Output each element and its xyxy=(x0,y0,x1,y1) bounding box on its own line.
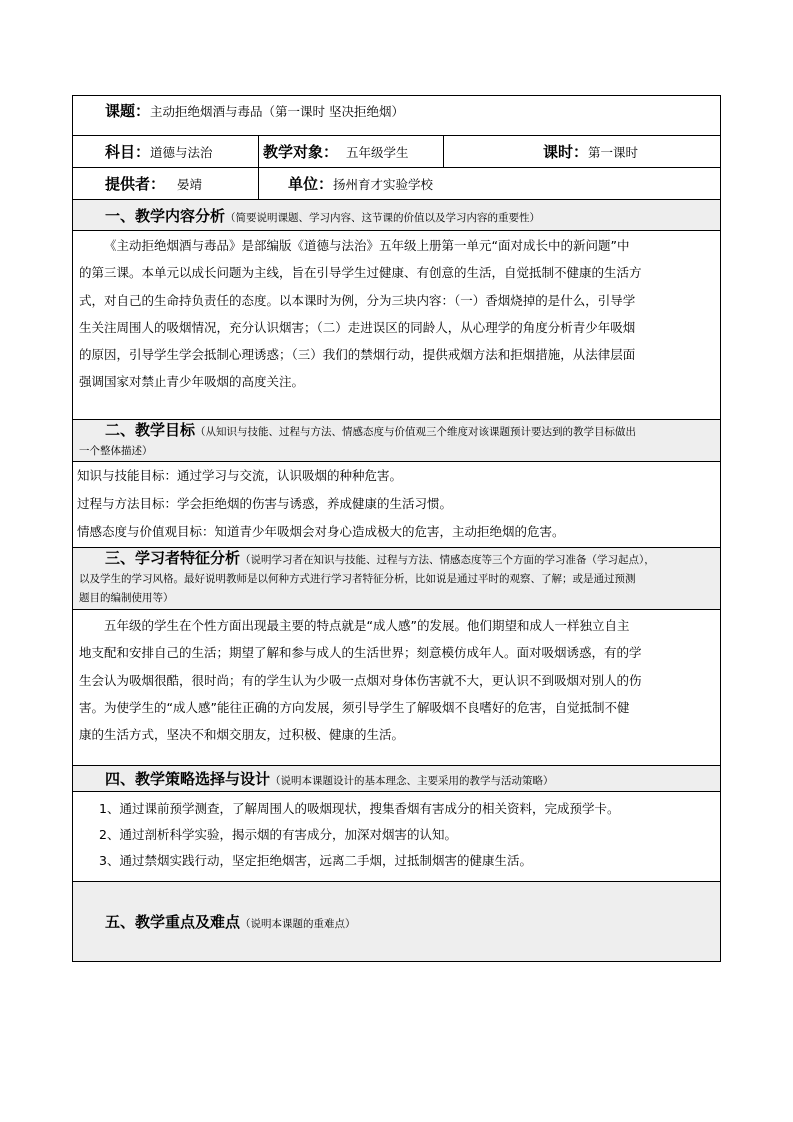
goal-attitude: 情感态度与价值观目标：知道青少年吸烟会对身心造成极大的危害，主动拒绝烟的危害。 xyxy=(77,524,565,539)
section1-line: 生关注周围人的吸烟情况，充分认识烟害；（二）走进误区的同龄人，从心理学的角度分析青少年吸烟 xyxy=(79,319,636,335)
section3-line: 康的生活方式，坚决不和烟交朋友，过积极、健康的生活。 xyxy=(79,727,405,743)
subject-value: 道德与法治 xyxy=(150,145,213,160)
section2-body-row xyxy=(73,462,721,548)
section4-header xyxy=(73,766,721,792)
target-value: 五年级学生 xyxy=(346,145,409,160)
unit-label: 单位： xyxy=(288,175,334,193)
section1-title: 一、教学内容分析 xyxy=(105,206,226,225)
strategy-item: 1、通过课前预学测查，了解周围人的吸烟现状，搜集香烟有害成分的相关资料，完成预学卡。 xyxy=(99,801,620,816)
target-cell xyxy=(259,136,444,168)
section3-note-line3: 题目的编制使用等） xyxy=(79,592,174,604)
section1-line: 的原因，引导学生学会抵制心理诱惑；（三）我们的禁烟行动，提供戒烟方法和拒烟措施，从法律层面 xyxy=(79,347,636,363)
unit-cell xyxy=(259,168,721,200)
period-label: 课时： xyxy=(543,143,589,161)
section3-line: 五年级的学生在个性方面出现最主要的特点就是“成人感”的发展。他们期望和成人一样独立自主 xyxy=(104,618,630,633)
section2-note-line1: （从知识与技能、过程与方法、情感态度与价值观三个维度对该课题预计要达到的教学目标做出 xyxy=(195,426,637,438)
section1-header xyxy=(73,200,721,231)
section1-body xyxy=(73,231,721,420)
section4-body xyxy=(73,792,721,882)
goal-process: 过程与方法目标：学会拒绝烟的伤害与诱惑，养成健康的生活习惯。 xyxy=(77,496,453,511)
subject-row xyxy=(73,136,721,168)
section1-line: 式，对自己的生命持负责任的态度。以本课时为例，分为三块内容：（一）香烟烧掉的是什么，引导学 xyxy=(79,292,636,308)
provider-cell xyxy=(73,168,259,200)
subject-cell xyxy=(73,136,259,168)
provider-value: 晏靖 xyxy=(177,177,203,192)
section3-body xyxy=(73,610,721,766)
section1-note: （简要说明课题、学习内容、这节课的价值以及学习内容的重要性） xyxy=(225,211,541,224)
section2-header-row xyxy=(73,420,721,462)
lesson-plan-page xyxy=(72,95,720,962)
section3-note-line1: （说明学习者在知识与技能、过程与方法、情感态度等三个方面的学习准备（学习起点）， xyxy=(240,554,655,566)
section1-line: 的第三课。本单元以成长问题为主线，旨在引导学生过健康、有创意的生活，自觉抵制不健康的生活方 xyxy=(79,265,642,281)
section1-body-row xyxy=(73,231,721,420)
section3-line: 地支配和安排自己的生活；期望了解和参与成人的生活世界；刻意模仿成年人。面对吸烟诱惑，有的学 xyxy=(79,645,642,661)
section3-title: 三、学习者特征分析 xyxy=(105,549,241,567)
section1-line: 《主动拒绝烟酒与毒品》是部编版《道德与法治》五年级上册第一单元“面对成长中的新问题”中 xyxy=(104,238,630,253)
section1-header-row xyxy=(73,200,721,231)
section3-header xyxy=(73,548,721,610)
section5-header xyxy=(73,882,721,962)
period-value: 第一课时 xyxy=(588,145,639,160)
section3-note-line2: 以及学生的学习风格。最好说明教师是以何种方式进行学习者特征分析，比如说是通过平时的观察、了解；或是通过预测 xyxy=(79,573,636,585)
course-cell xyxy=(73,96,721,136)
provider-row xyxy=(73,168,721,200)
section3-line: 害。为使学生的“成人感”能往正确的方向发展，须引导学生了解吸烟不良嗜好的危害，自觉抵制不健 xyxy=(79,699,630,715)
section4-note: （说明本课题设计的基本理念、主要采用的教学与活动策略） xyxy=(270,775,554,787)
section4-header-row xyxy=(73,766,721,792)
target-label: 教学对象： xyxy=(263,143,339,161)
section3-line: 生会认为吸烟很酷，很时尚；有的学生认为少吸一点烟对身体伤害就不大，更认识不到吸烟对别人的伤 xyxy=(79,672,642,688)
subject-label: 科目： xyxy=(105,143,151,161)
section5-note: （说明本课题的重难点） xyxy=(240,918,356,930)
course-label: 课题： xyxy=(105,102,151,120)
section4-title: 四、教学策略选择与设计 xyxy=(105,770,271,788)
section3-body-row xyxy=(73,610,721,766)
strategy-item: 2、通过剖析科学实验，揭示烟的有害成分，加深对烟害的认知。 xyxy=(99,827,457,842)
section5-title: 五、教学重点及难点 xyxy=(105,913,241,931)
section2-body xyxy=(73,462,721,548)
section3-header-row xyxy=(73,548,721,610)
section5-row xyxy=(73,882,721,962)
section2-note-line2: 一个整体描述） xyxy=(79,445,153,457)
course-row xyxy=(73,96,721,136)
goal-knowledge: 知识与技能目标：通过学习与交流，认识吸烟的种种危害。 xyxy=(77,468,403,483)
course-title: 主动拒绝烟酒与毒品（第一课时 坚决拒绝烟） xyxy=(150,104,404,119)
section2-title: 二、教学目标 xyxy=(105,421,196,439)
provider-label: 提供者： xyxy=(105,175,166,193)
period-cell xyxy=(444,136,721,168)
section4-body-row xyxy=(73,792,721,882)
unit-value: 扬州育才实验学校 xyxy=(333,177,434,192)
section2-header xyxy=(73,420,721,462)
lesson-plan-table xyxy=(72,95,721,962)
section1-line: 强调国家对禁止青少年吸烟的高度关注。 xyxy=(79,374,305,390)
strategy-item: 3、通过禁烟实践行动，坚定拒绝烟害，远离二手烟，过抵制烟害的健康生活。 xyxy=(99,853,532,868)
